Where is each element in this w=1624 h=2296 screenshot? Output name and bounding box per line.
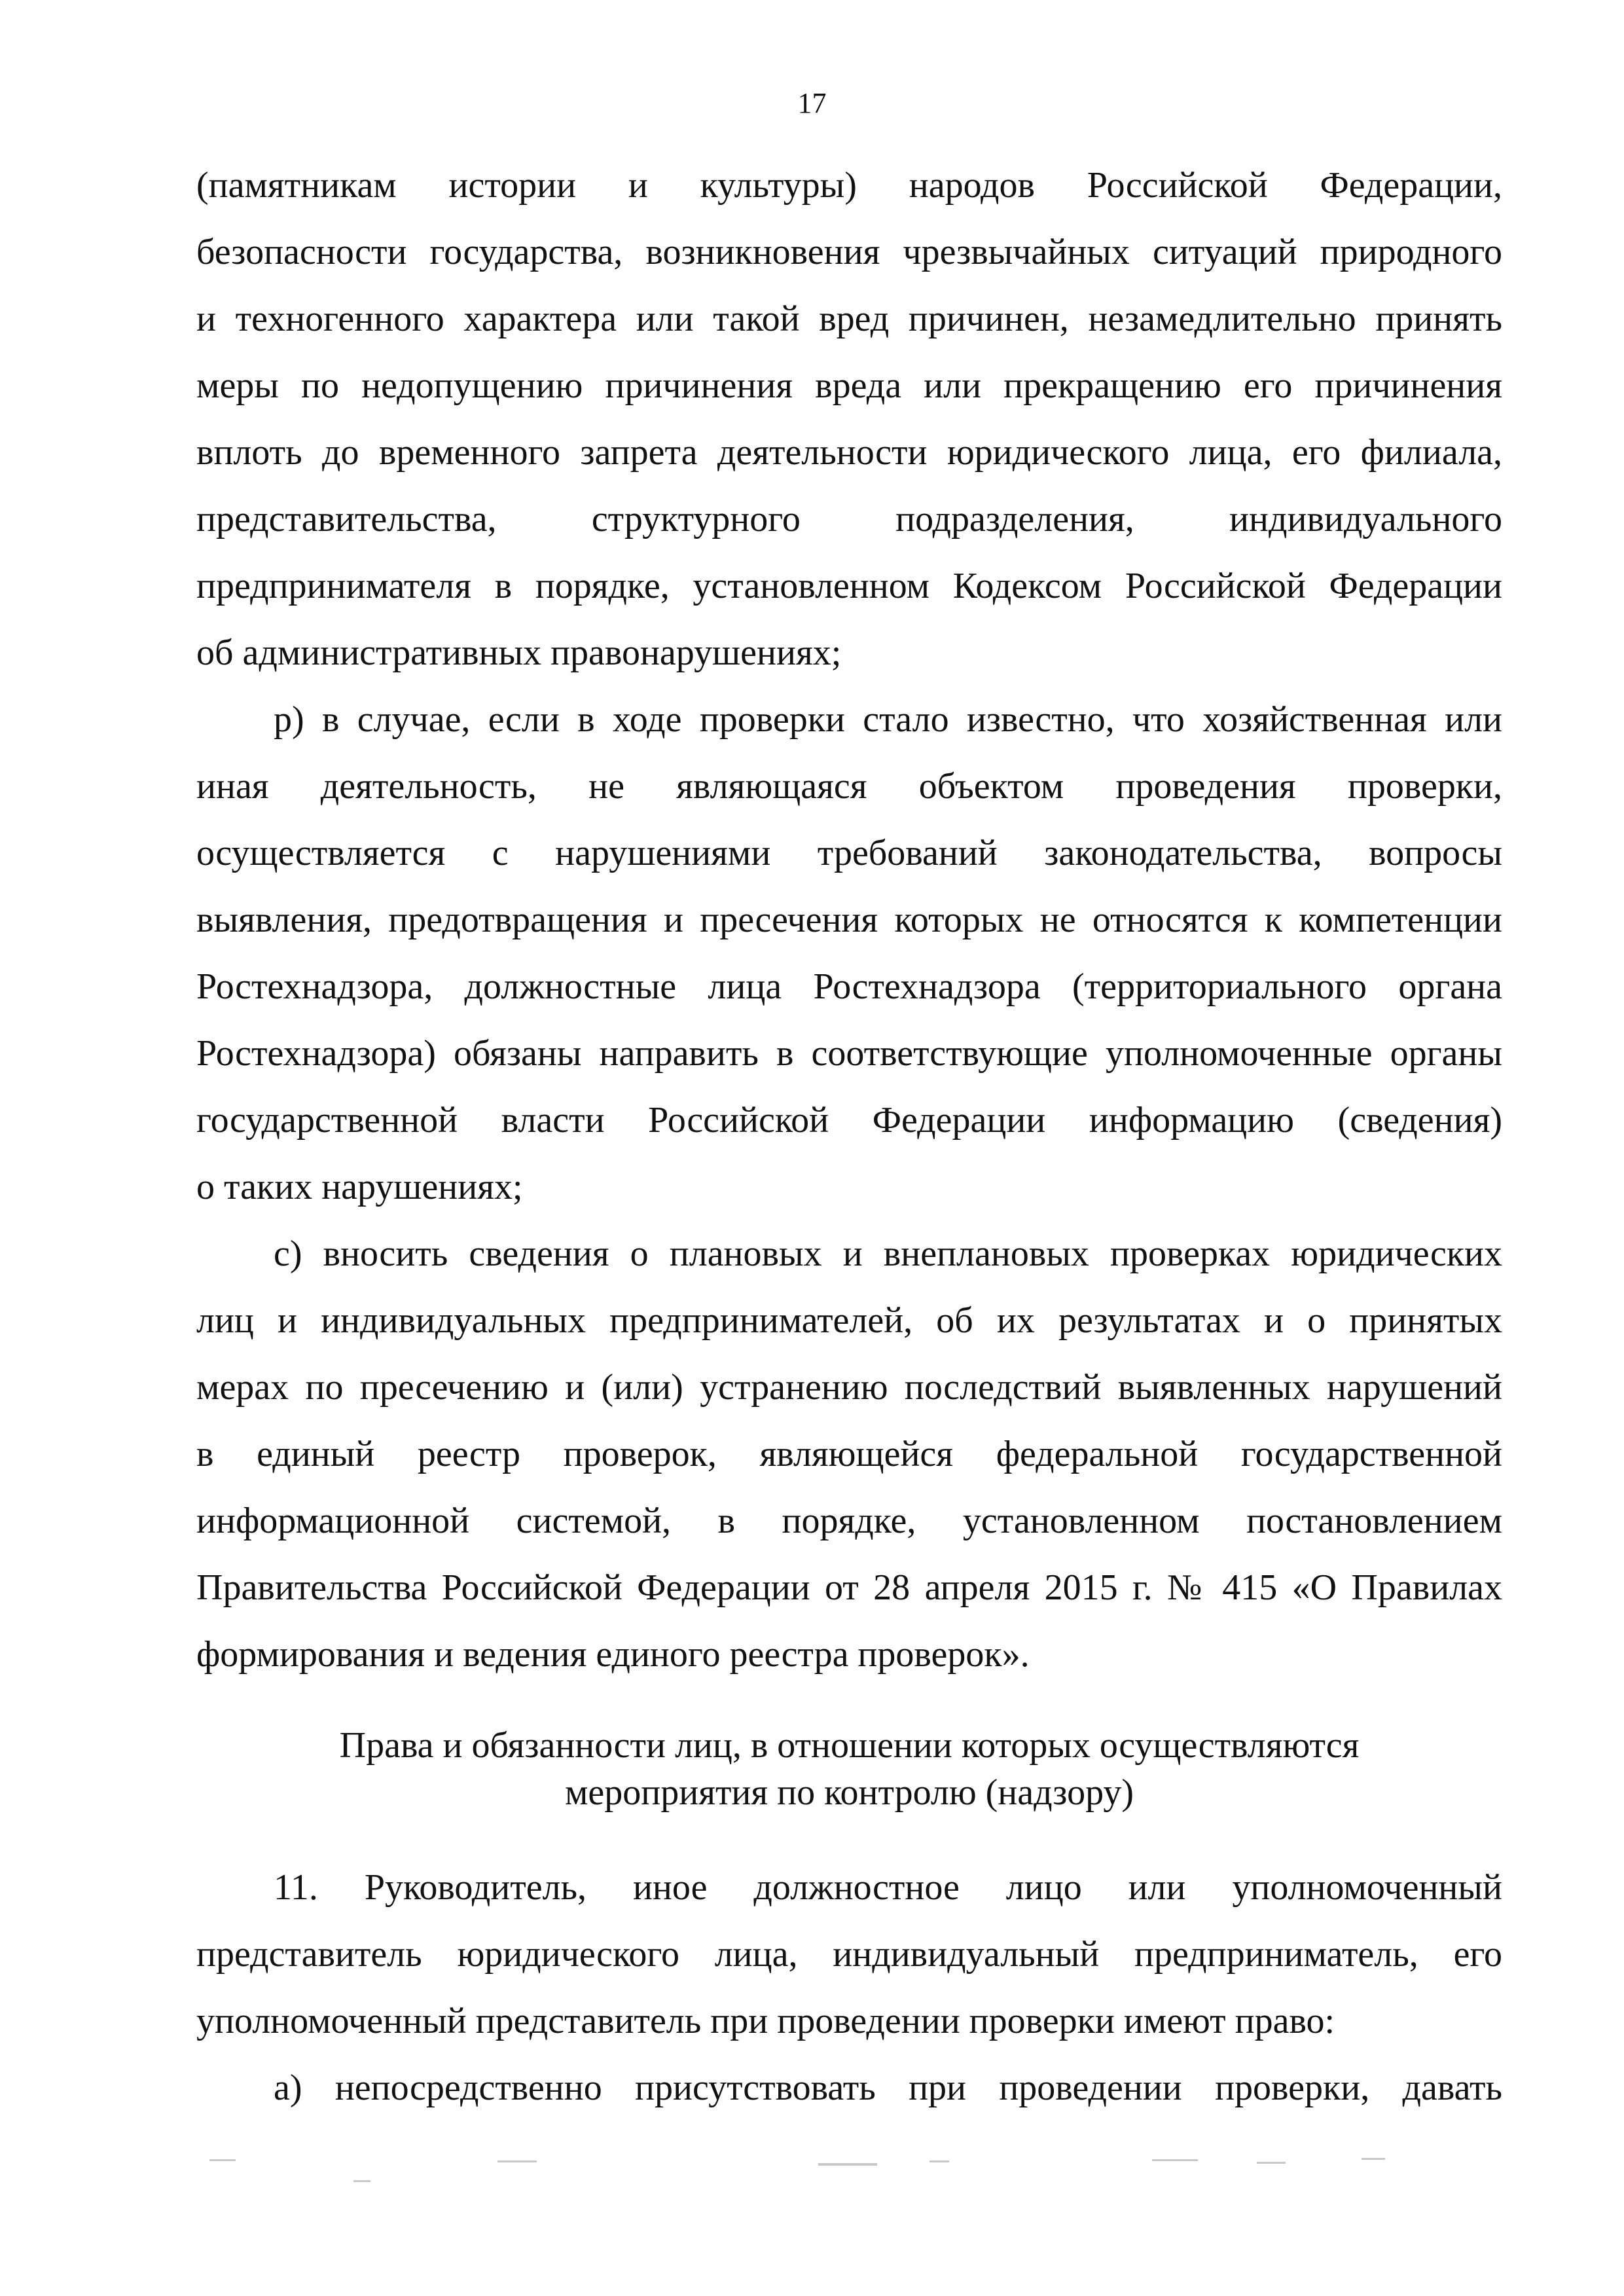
text-line: Ростехнадзора, должностные лица Ростехнадзора (территориального органа	[196, 966, 1502, 1007]
text-line: безопасности государства, возникновения чрезвычайных ситуаций природного	[196, 232, 1502, 272]
text-line: меры по недопущению причинения вреда или прекращению его причинения	[196, 365, 1502, 406]
text-line: вплоть до временного запрета деятельности юридического лица, его филиала,	[196, 432, 1502, 473]
text-line: государственной власти Российской Федерации информацию (сведения)	[196, 1100, 1502, 1140]
text-line: об административных правонарушениях;	[196, 632, 842, 673]
paragraph-r	[196, 686, 1502, 1220]
text-line: формирования и ведения единого реестра проверок».	[196, 1634, 1030, 1675]
scan-artifact	[0, 2154, 1624, 2193]
text-line: и техногенного характера или такой вред причинен, незамедлительно принять	[196, 299, 1502, 339]
text-line: информационной системой, в порядке, установленном постановлением	[196, 1501, 1502, 1541]
paragraph-continuation	[196, 152, 1502, 686]
text-line: представительства, структурного подразделения, индивидуального	[196, 499, 1502, 539]
paragraph-a	[196, 2054, 1502, 2121]
paragraph-11	[196, 1854, 1502, 2054]
section-heading	[196, 1722, 1502, 1816]
text-line: выявления, предотвращения и пресечения которых не относятся к компетенции	[196, 900, 1502, 940]
text-line: в единый реестр проверок, являющейся федеральной государственной	[196, 1434, 1502, 1474]
text-line: Ростехнадзора) обязаны направить в соответствующие уполномоченные органы	[196, 1033, 1502, 1074]
text-line: о таких нарушениях;	[196, 1167, 523, 1207]
text-line: (памятникам истории и культуры) народов Российской Федерации,	[196, 165, 1502, 206]
heading-line: мероприятия по контролю (надзору)	[564, 1772, 1134, 1813]
text-line: а) непосредственно присутствовать при проведении проверки, давать	[274, 2068, 1502, 2108]
text-line: осуществляется с нарушениями требований законодательства, вопросы	[196, 833, 1502, 873]
text-line: р) в случае, если в ходе проверки стало известно, что хозяйственная или	[274, 699, 1502, 740]
text-line: 11. Руководитель, иное должностное лицо или уполномоченный	[274, 1867, 1502, 1908]
text-line: мерах по пресечению и (или) устранению последствий выявленных нарушений	[196, 1367, 1502, 1408]
heading-line: Права и обязанности лиц, в отношении которых осуществляются	[339, 1725, 1360, 1766]
text-line: с) вносить сведения о плановых и внеплановых проверках юридических	[274, 1233, 1502, 1274]
text-line: иная деятельность, не являющаяся объектом проведения проверки,	[196, 766, 1502, 807]
text-line: уполномоченный представитель при проведении проверки имеют право:	[196, 2001, 1335, 2041]
text-line: представитель юридического лица, индивидуальный предприниматель, его	[196, 1934, 1502, 1975]
text-line: Правительства Российской Федерации от 28 апреля 2015 г. № 415 «О Правилах	[196, 1567, 1502, 1608]
paragraph-s	[196, 1220, 1502, 1688]
text-line: лиц и индивидуальных предпринимателей, об их результатах и о принятых	[196, 1300, 1502, 1341]
text-line: предпринимателя в порядке, установленном Кодексом Российской Федерации	[196, 566, 1502, 606]
page-number: 17	[797, 87, 827, 119]
